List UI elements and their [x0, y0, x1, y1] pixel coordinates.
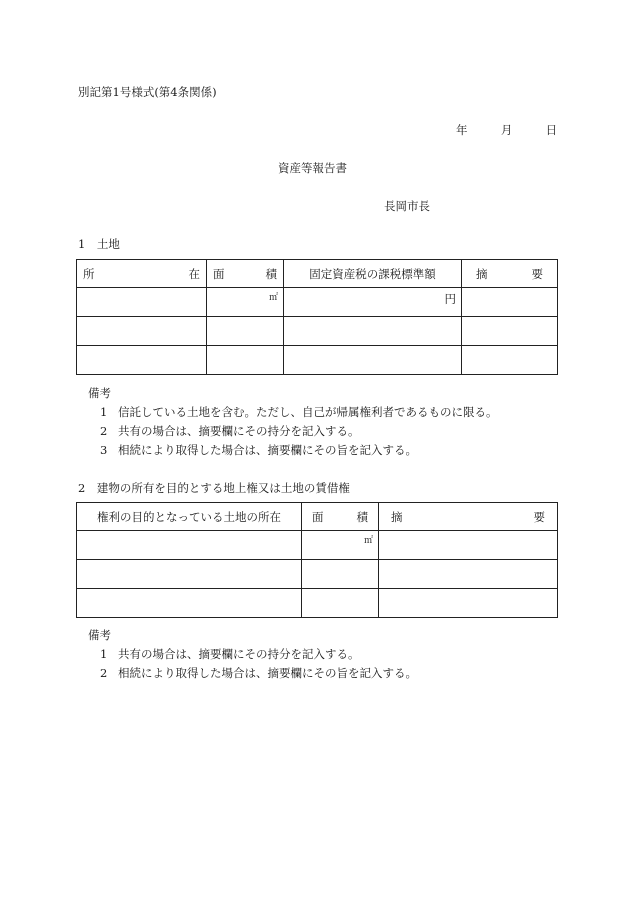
summary-cell[interactable] — [462, 317, 558, 346]
section2-notes-title: 備考 — [88, 628, 111, 642]
section2-heading: 2 建物の所有を目的とする地上権又は土地の賃借権 — [78, 481, 350, 495]
header-area — [302, 503, 379, 531]
location-cell[interactable] — [77, 346, 207, 375]
document-title: 資産等報告書 — [278, 161, 347, 175]
table-row — [77, 346, 558, 375]
section1-note — [100, 423, 360, 439]
land-location-cell[interactable] — [77, 589, 302, 618]
assessed-value-cell[interactable] — [284, 346, 462, 375]
table-row — [77, 531, 558, 560]
date-line — [456, 122, 557, 138]
table-row — [77, 560, 558, 589]
summary-cell[interactable] — [379, 531, 558, 560]
note-number: 3 — [100, 443, 108, 457]
section1-note — [100, 442, 417, 458]
header-location-char2: 在 — [188, 266, 200, 281]
area-unit: ㎡ — [268, 293, 278, 303]
area-cell[interactable] — [302, 531, 379, 560]
header-area — [207, 260, 284, 288]
lease-rights-table — [76, 502, 558, 618]
location-cell[interactable] — [77, 317, 207, 346]
area-cell[interactable] — [207, 288, 284, 317]
lease-table-header-row — [77, 503, 558, 531]
land-table — [76, 259, 558, 375]
date-year-label: 年 — [456, 123, 468, 137]
land-table-header-row — [77, 260, 558, 288]
date-day-label: 日 — [545, 123, 558, 137]
note-text: 信託している土地を含む。ただし、自己が帰属権利者であるものに限る。 — [118, 405, 498, 419]
header-area-char1: 面 — [213, 266, 225, 281]
note-text: 共有の場合は、摘要欄にその持分を記入する。 — [118, 647, 360, 661]
header-summary-char1: 摘 — [476, 266, 488, 281]
location-cell[interactable] — [77, 288, 207, 317]
table-row — [77, 288, 558, 317]
header-location — [77, 260, 207, 288]
recipient: 長岡市長 — [384, 199, 430, 213]
table-row — [77, 589, 558, 618]
header-assessed-value: 固定資産税の課税標準額 — [284, 260, 462, 288]
header-summary-char2: 要 — [531, 266, 543, 281]
summary-cell[interactable] — [379, 589, 558, 618]
header-summary — [462, 260, 558, 288]
section2-note — [100, 665, 417, 681]
note-text: 相続により取得した場合は、摘要欄にその旨を記入する。 — [118, 666, 417, 680]
area-cell[interactable] — [302, 589, 379, 618]
header-area-char2: 積 — [265, 266, 277, 281]
header-summary — [379, 503, 558, 531]
header-land-location: 権利の目的となっている土地の所在 — [77, 503, 302, 531]
summary-cell[interactable] — [379, 560, 558, 589]
section2-note — [100, 646, 360, 662]
note-text: 共有の場合は、摘要欄にその持分を記入する。 — [118, 424, 360, 438]
table-row — [77, 317, 558, 346]
date-month-label: 月 — [500, 123, 513, 137]
form-reference: 別記第1号様式(第4条関係) — [78, 85, 217, 99]
header-location-char1: 所 — [83, 266, 95, 281]
note-number: 2 — [100, 666, 108, 680]
land-location-cell[interactable] — [77, 531, 302, 560]
area-cell[interactable] — [207, 317, 284, 346]
summary-cell[interactable] — [462, 288, 558, 317]
note-text: 相続により取得した場合は、摘要欄にその旨を記入する。 — [118, 443, 417, 457]
land-location-cell[interactable] — [77, 560, 302, 589]
note-number: 1 — [100, 405, 108, 419]
header-summary-char1: 摘 — [391, 509, 403, 524]
yen-unit: 円 — [444, 292, 456, 306]
note-number: 2 — [100, 424, 108, 438]
area-unit: ㎡ — [363, 536, 373, 546]
section1-note — [100, 404, 498, 420]
assessed-value-cell[interactable] — [284, 288, 462, 317]
assessed-value-cell[interactable] — [284, 317, 462, 346]
area-cell[interactable] — [207, 346, 284, 375]
section1-notes-title: 備考 — [88, 386, 111, 400]
header-summary-char2: 要 — [533, 509, 545, 524]
section1-heading: 1 土地 — [78, 237, 120, 251]
note-number: 1 — [100, 647, 108, 661]
area-cell[interactable] — [302, 560, 379, 589]
header-area-char1: 面 — [312, 509, 324, 524]
summary-cell[interactable] — [462, 346, 558, 375]
header-area-char2: 積 — [356, 509, 368, 524]
